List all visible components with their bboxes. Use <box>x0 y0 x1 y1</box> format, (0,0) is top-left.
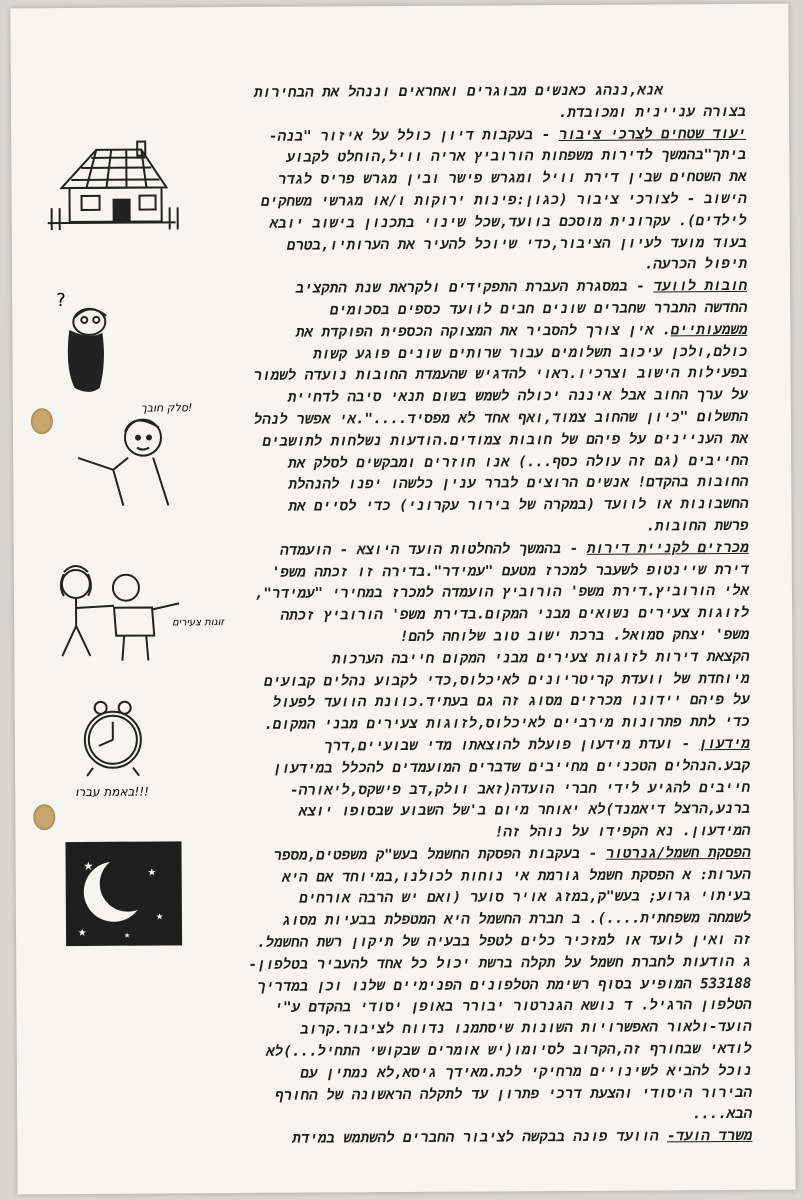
text-line: ג הודעות לחברת חשמל על תקלה ברשת יכול כל אחד להעביר בטלפון- <box>248 953 752 973</box>
text-line: לילדים). עקרונית מוסכם בוועד,שכל שינוי בתכנון בישוב יובא <box>269 212 747 232</box>
text-line: 533188 המופיע בסוף רשימת הטלפונים הפנימיים שלנו וכן במדריך <box>257 975 752 995</box>
text-line: יעוד שטחים לצרכי ציבור - בעקבות דיון כולל על איזור "בנה- <box>268 125 747 145</box>
section-heading: חובות לוועד <box>653 278 748 295</box>
section-heading: משרד הועד- <box>667 1128 753 1145</box>
punch-hole <box>31 408 53 434</box>
text-line: משמעותיים. אין צורך להסביר את המצוקה הכספית הפוקדת את <box>295 321 748 341</box>
text-line: אנא,ננהג כאנשים מבוגרים ואחראים וננהל את הבחירות <box>253 82 663 101</box>
text-line: ברנע,הרצל דיאמנד)לא יאוחר מיום ב'של השבוע שבסופו יוצא <box>298 801 751 820</box>
house-icon <box>41 137 182 233</box>
text-line: על ערך החוב אבל איננה יכולה לשמש בשום תנאי סיבה לדחיית <box>287 387 748 406</box>
text-line: מיוחדת של וועדת קריטריונים לאיכלוס,כדי לקבוע נהלים קבועים <box>263 670 750 690</box>
text-line: החובות בהקדם! אנשים הרוצים לברר ענין כלשהו יפנו להנהלת <box>288 474 749 494</box>
text-line: הבא.... <box>692 1106 753 1123</box>
text-line: הבירור היסודי והצעת דרכי פתרון עד לתקלה הראשונה של החורף <box>274 1084 753 1104</box>
text-line: המידעון. נא הקפידו על נוהל זה! <box>494 822 751 841</box>
punch-hole <box>33 804 55 830</box>
alarm-clock-icon <box>71 697 172 808</box>
text-line: לשמחה משפחתית....). ב חברת החשמל היא המטפלת בבעיות מסוג <box>282 910 752 930</box>
kids-label: זוגות צעירים <box>172 617 224 629</box>
text-line: בפעילות הישוב וצרכיו.ראוי להדגיש שהעמדת החובות נועדה לשמור <box>253 365 748 385</box>
text-line: מידעון - ועדת מידעון פועלת להוצאתו מדי שבועיים,דרך <box>323 735 750 755</box>
svg-text:★: ★ <box>147 863 157 880</box>
text-line: פרשת החובות. <box>646 517 749 535</box>
text-line: קבע.הנהלים הטכניים מחייבים שדברים המועמדים להכלל במידעון <box>272 757 751 777</box>
text-line: את העניינים על פיהם של חובות צמודים.הודעות נשלחות לתושבים <box>262 430 749 450</box>
salak-label: סלק חובך! <box>140 401 193 415</box>
question-mark: ? <box>56 290 66 312</box>
text-line: דירת שיינטופ לשעבר למכרז מטעם "עמידר".בדירה זו זכתה משפ' <box>271 561 749 581</box>
text-line: הועד-ולאור האפשרויות השונות שיסתמנו נדווח לציבור.קרוב <box>300 1019 752 1038</box>
text-line: בצורה עניינית ומכובדת. <box>558 103 747 121</box>
text-line: בעוד מועד לעיון הציבור,כדי שיוכל להעיר את הערותיו,בטרם <box>286 234 747 254</box>
text-line: חובות לוועד - במסגרת העברת התפקידים ולקראת שנת התקציב <box>295 278 748 297</box>
section-heading: מכרזים לקניית דירות <box>586 539 749 557</box>
text-line: משרד הועד- הוועד פונה בבקשה לציבור החברים להשתמש במידת <box>292 1128 753 1147</box>
text-line: החשבונות או לוועד (במקרה של בירור עקרוני) כדי לסיים את <box>288 496 749 515</box>
text-line: על פיהם יידונו מכרזים מסוג זה גם בעתיד.כוונת הוועד לפעול <box>272 692 750 712</box>
text-line: מכרזים לקניית דירות - בהמשך להחלטות הועד היוצא - הועמדה <box>280 539 749 559</box>
text-line: הערות: א הפסקת חשמל גורמת אי נוחות לכולנו,במיוחד אם היא <box>282 866 751 886</box>
text-line: לודאי שבחורף זה,הקרוב לסיומו(יש אומרים שבקושי התחיל...)לא <box>266 1040 752 1060</box>
text-line: הפסקת חשמל/גנרטור - בעקבות הפסקת החשמל בעש"ק משפטים,מספר <box>273 844 751 864</box>
bearded-man-icon <box>44 288 125 398</box>
text-line: התשלום "כיון שהחוב צמוד,ואף אחד לא מפסיד....".אי אפשר לנהל <box>253 408 748 428</box>
text-line: משפ' יצחק סמואל. ברכת ישוב טוב שלוחה להם! <box>399 626 750 645</box>
section-heading: מידעון <box>698 735 750 753</box>
text-line: הקצאת דירות לזוגות צעירים מבני המקום חייבה הערכות <box>331 648 750 668</box>
text-line: החדשה התברר שחברים שונים חבים לוועד כספים בסכומים <box>329 299 748 319</box>
text-line: אלי הורוביץ.דירת משפ' הורוביץ הועמדה למכרז במחירי "עמידר", <box>254 583 750 603</box>
text-line: זה ואין לועד או למזכיר כלים לטפל בבעיה של תיקון רשת החשמל. <box>256 931 752 951</box>
text-line: ביתך"בהמשך לדירות משפחות הורוביץ אריה וויל,הוחלט לקבוע <box>286 147 747 167</box>
text-line: נוכל להביא לשינויים מרחיקי לכת.מאידך גיסא,לא נמתין עם <box>300 1062 752 1082</box>
text-line: חייבים להגיע לידי חברי הועדה(זאב וולק,דב פישקס,ליאורה- <box>290 779 751 799</box>
section-heading: יעוד שטחים לצרכי ציבור <box>558 125 747 143</box>
text-line: לזוגות צעירים נשואים מבני המקום.בדירת משפ' הורוביץ זכתה <box>280 605 750 624</box>
svg-text:★: ★ <box>77 923 87 940</box>
clock-label: באמת עברו!!! <box>75 784 149 800</box>
text-line: את השטחים שבין דירת וויל ומגרש פישר ובין מגרש פריס לגדר <box>277 169 747 188</box>
text-line: החייבים (גם זה עולה כסף...) אנו חוזרים ומבקשים לסלק את <box>287 452 749 472</box>
section-heading: משמעותיים <box>670 321 748 339</box>
moon-stars-icon <box>63 839 184 950</box>
document-page <box>10 4 795 1195</box>
svg-text:★: ★ <box>155 908 164 923</box>
svg-text:★: ★ <box>83 854 94 874</box>
text-line: הישוב - לצורכי ציבור (כגון:פינות ירוקות ו/או מגרשי משחקים <box>260 190 747 210</box>
section-heading: הפסקת חשמל/גנרטור <box>605 844 751 862</box>
document-text <box>171 80 753 1152</box>
text-line: בעיתוי גרוע; בעש"ק,במזג אויר סוער (ואם יש הרבה אורחים <box>299 888 751 908</box>
text-line: כדי לתת פתרונות מירביים לאיכלוס,לזוגות צעירים מבני המקום. <box>264 713 750 733</box>
text-line: כולם,ולכן עיכוב תשלומים עבור שרותים שונים פוגע קשות <box>313 343 748 363</box>
text-line: תיפול הכרעה. <box>644 256 748 273</box>
svg-text:★: ★ <box>124 929 131 941</box>
boy-pointing-icon <box>73 397 193 508</box>
text-line: הטלפון הרגיל. ד נושא הגנרטור יבורר באופן יסודי בהקדם ע"י <box>274 997 752 1017</box>
